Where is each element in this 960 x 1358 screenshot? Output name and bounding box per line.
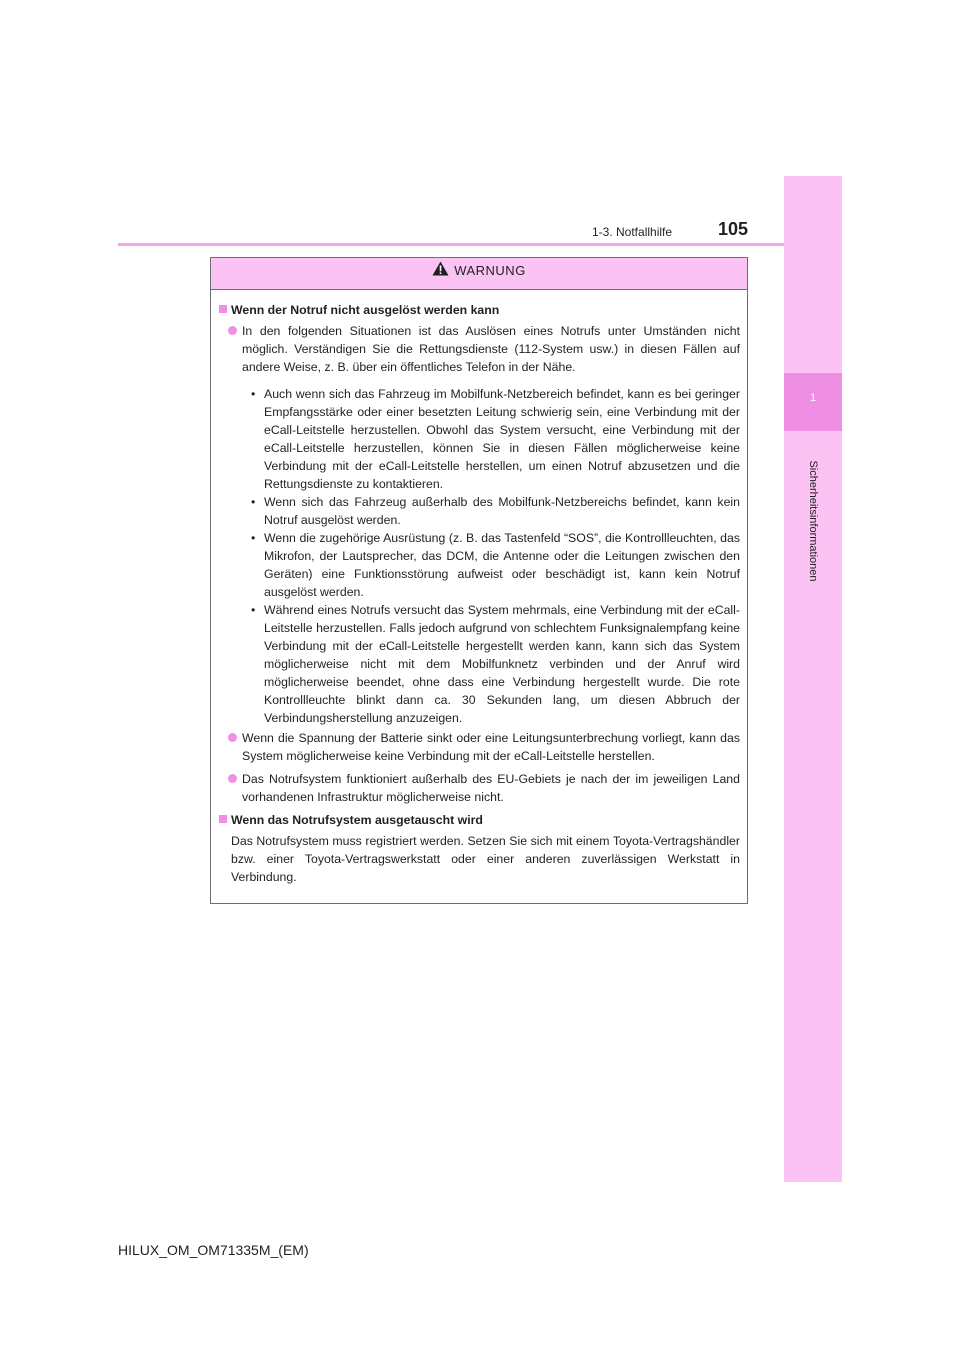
dot-bullet-icon: • bbox=[251, 603, 256, 617]
document-code: HILUX_OM_OM71335M_(EM) bbox=[118, 1242, 309, 1258]
warning-triangle-icon bbox=[432, 261, 449, 279]
list-item: Das Notrufsystem funktioniert außerhalb des EU-Gebiets je nach der im jeweiligen Land vorhandenen Infrastruktur möglicherweise nicht. bbox=[219, 770, 740, 806]
warning-box bbox=[210, 257, 748, 904]
square-bullet-icon bbox=[219, 815, 227, 823]
dot-bullet-icon: • bbox=[251, 531, 256, 545]
section-text: Das Notrufsystem muss registriert werden. Setzen Sie sich mit einem Toyota-Vertragshändler bzw. einer Toyota-Vertragswerkstatt oder einer anderen zuverlässigen Werkstatt in Verbindung. bbox=[231, 834, 740, 884]
chapter-side-tab bbox=[784, 176, 842, 1182]
section-heading: Wenn das Notrufsystem ausgetauscht wird bbox=[219, 811, 740, 829]
sub-list-item: • Wenn die zugehörige Ausrüstung (z. B. das Tastenfeld “SOS”, die Kontrollleuchten, das Mikrofon, der Lautsprecher, das DCM, die Antenne oder die Leitungen zwischen den Geräten) eine Funktionsstörung aufweist oder beschädigt ist, kann kein Notruf ausgelöst werden. bbox=[251, 531, 740, 599]
sub-list bbox=[219, 385, 740, 727]
section-heading: Wenn der Notruf nicht ausgelöst werden kann bbox=[219, 301, 740, 319]
dot-bullet-icon: • bbox=[251, 495, 256, 509]
header-rule bbox=[118, 243, 784, 246]
circle-bullet-icon bbox=[228, 326, 237, 335]
list-item: In den folgenden Situationen ist das Auslösen eines Notrufs unter Umständen nicht möglich. Verständigen Sie die Rettungsdienste (112-System usw.) in diesen Fällen auf andere Weise, z. B. über ein öffentliches Telefon in der Nähe. bbox=[219, 322, 740, 376]
dot-bullet-icon: • bbox=[251, 387, 256, 401]
warning-content bbox=[211, 290, 747, 886]
sub-list-item: • Während eines Notrufs versucht das System mehrmals, eine Verbindung mit der eCall-Leitstelle herzustellen. Falls jedoch aufgrund von schlechtem Funksignalempfang keine Verbindung mit der eCall-Leitstelle hergestellt werden kann, kann sich das System möglicherweise nicht mit dem Mobilfunknetz verbinden und der Anruf wird möglicherweise beendet, ohne dass eine Verbindung hergestellt wurde. Die rote Kontrollleuchte blinkt dann ca. 30 Sekunden lang, um diesen Abbruch der Verbindungsherstellung anzuzeigen. bbox=[251, 603, 740, 725]
square-bullet-icon bbox=[219, 305, 227, 313]
sub-list-item: • Auch wenn sich das Fahrzeug im Mobilfunk-Netzbereich befindet, kann es bei geringer Empfangsstärke oder einer besetzten Leitung schwierig sein, eine Verbindung mit der eCall-Leitstelle herzustellen. Obwohl das System versucht, eine Verbindung mit der eCall-Leitstelle herzustellen, können Sie in diesen Fällen möglicherweise keine Verbindung mit der eCall-Leitstelle herstellen, um einen Notruf abzusetzen und die Rettungsdienste zu kontaktieren. bbox=[251, 387, 740, 491]
sub-list-item: • Wenn sich das Fahrzeug außerhalb des Mobilfunk-Netzbereichs befindet, kann kein Notruf ausgelöst werden. bbox=[251, 495, 740, 527]
circle-bullet-icon bbox=[228, 733, 237, 742]
warning-header bbox=[211, 258, 747, 290]
chapter-title: Sicherheitsinformationen bbox=[807, 460, 819, 582]
section-title: 1-3. Notfallhilfe bbox=[592, 225, 673, 239]
page-number: 105 bbox=[718, 219, 749, 239]
circle-bullet-icon bbox=[228, 774, 237, 783]
chapter-number: 1 bbox=[809, 392, 817, 404]
warning-title: WARNUNG bbox=[454, 263, 526, 278]
list-item: Wenn die Spannung der Batterie sinkt oder eine Leitungsunterbrechung vorliegt, kann das System möglicherweise keine Verbindung mit der eCall-Leitstelle herstellen. bbox=[219, 729, 740, 765]
